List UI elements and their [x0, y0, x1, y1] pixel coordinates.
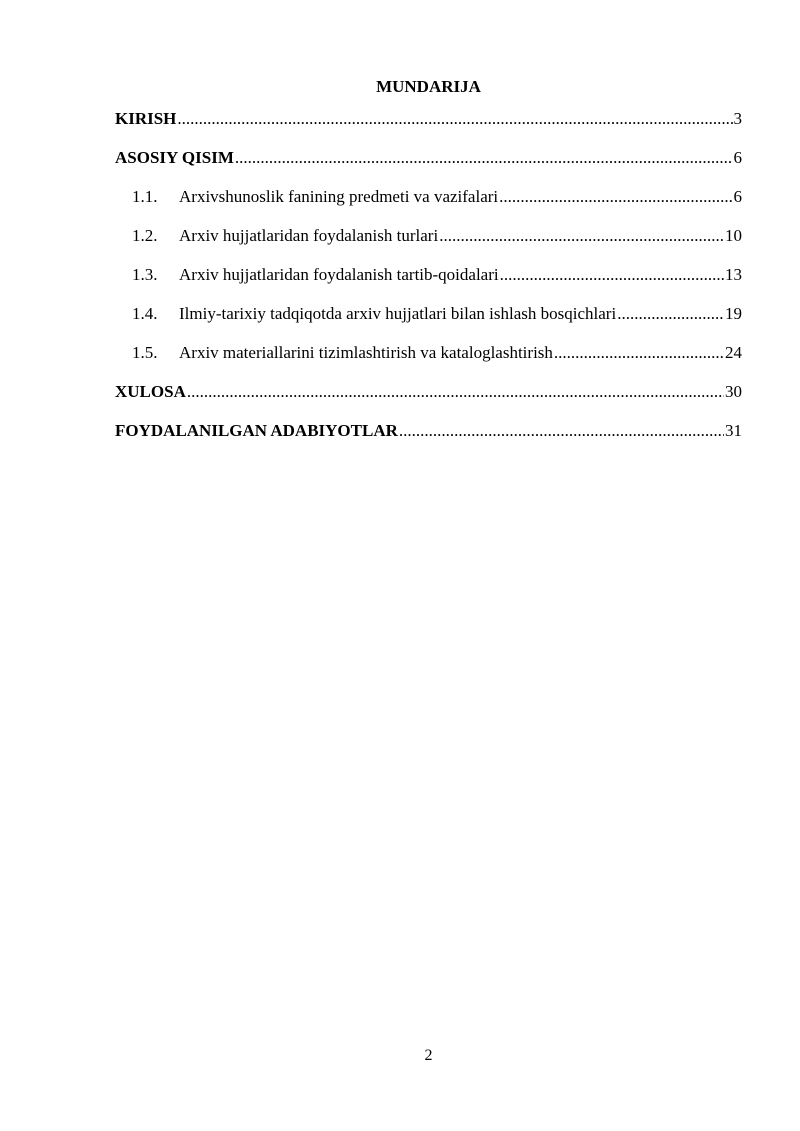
toc-entry-page: 13 [725, 265, 742, 284]
toc-entry-page: 6 [733, 148, 742, 167]
toc-dot-leader [499, 186, 732, 208]
toc-entry-page: 6 [733, 187, 742, 206]
toc-entry-number: 1.5. [132, 343, 158, 362]
toc-title: MUNDARIJA [376, 77, 481, 96]
toc-entry-page: 24 [725, 343, 742, 362]
toc-entry-page: 30 [725, 382, 742, 401]
toc-entry-page: 10 [725, 226, 742, 245]
toc-dot-leader [500, 264, 724, 286]
toc-entry-label: Arxiv hujjatlaridan foydalanish tartib-qoidalari [179, 265, 499, 284]
toc-entry-label: Ilmiy-tarixiy tadqiqotda arxiv hujjatlari bilan ishlash bosqichlari [179, 304, 617, 323]
toc-entry-number: 1.3. [132, 265, 158, 284]
toc-dot-leader [554, 342, 724, 364]
toc-entry-kirish[interactable] [115, 108, 742, 147]
toc-entry-1-3[interactable] [115, 264, 742, 303]
toc-entry-label: Arxivshunoslik fanining predmeti va vazifalari [179, 187, 499, 206]
toc-entry-number: 1.2. [132, 226, 158, 245]
toc-entry-label: ASOSIY QISIM [115, 148, 234, 167]
toc-dot-leader [439, 225, 724, 247]
toc-entry-label: Arxiv materiallarini tizimlashtirish va kataloglashtirish [179, 343, 553, 362]
toc-dot-leader [235, 147, 733, 169]
toc-dot-leader [187, 381, 724, 403]
toc-entry-1-4[interactable] [115, 303, 742, 342]
toc-entry-number: 1.4. [132, 304, 158, 323]
toc-entry-1-5[interactable] [115, 342, 742, 381]
page-number: 2 [424, 1047, 433, 1064]
table-of-contents [115, 108, 742, 459]
toc-dot-leader [399, 420, 724, 442]
toc-entry-number: 1.1. [132, 187, 158, 206]
toc-entry-page: 19 [725, 304, 742, 323]
toc-dot-leader [617, 303, 724, 325]
toc-entry-label: KIRISH [115, 109, 177, 128]
toc-entry-1-1[interactable] [115, 186, 742, 225]
toc-entry-page: 3 [733, 109, 742, 128]
toc-entry-label: Arxiv hujjatlaridan foydalanish turlari [179, 226, 439, 245]
toc-entry-asosiy-qisim[interactable] [115, 147, 742, 186]
toc-dot-leader [177, 108, 732, 130]
toc-entry-xulosa[interactable] [115, 381, 742, 420]
toc-entry-1-2[interactable] [115, 225, 742, 264]
toc-entry-label: XULOSA [115, 382, 186, 401]
toc-entry-label: FOYDALANILGAN ADABIYOTLAR [115, 421, 398, 440]
toc-entry-foydalanilgan-adabiyotlar[interactable] [115, 420, 742, 459]
toc-entry-page: 31 [725, 421, 742, 440]
